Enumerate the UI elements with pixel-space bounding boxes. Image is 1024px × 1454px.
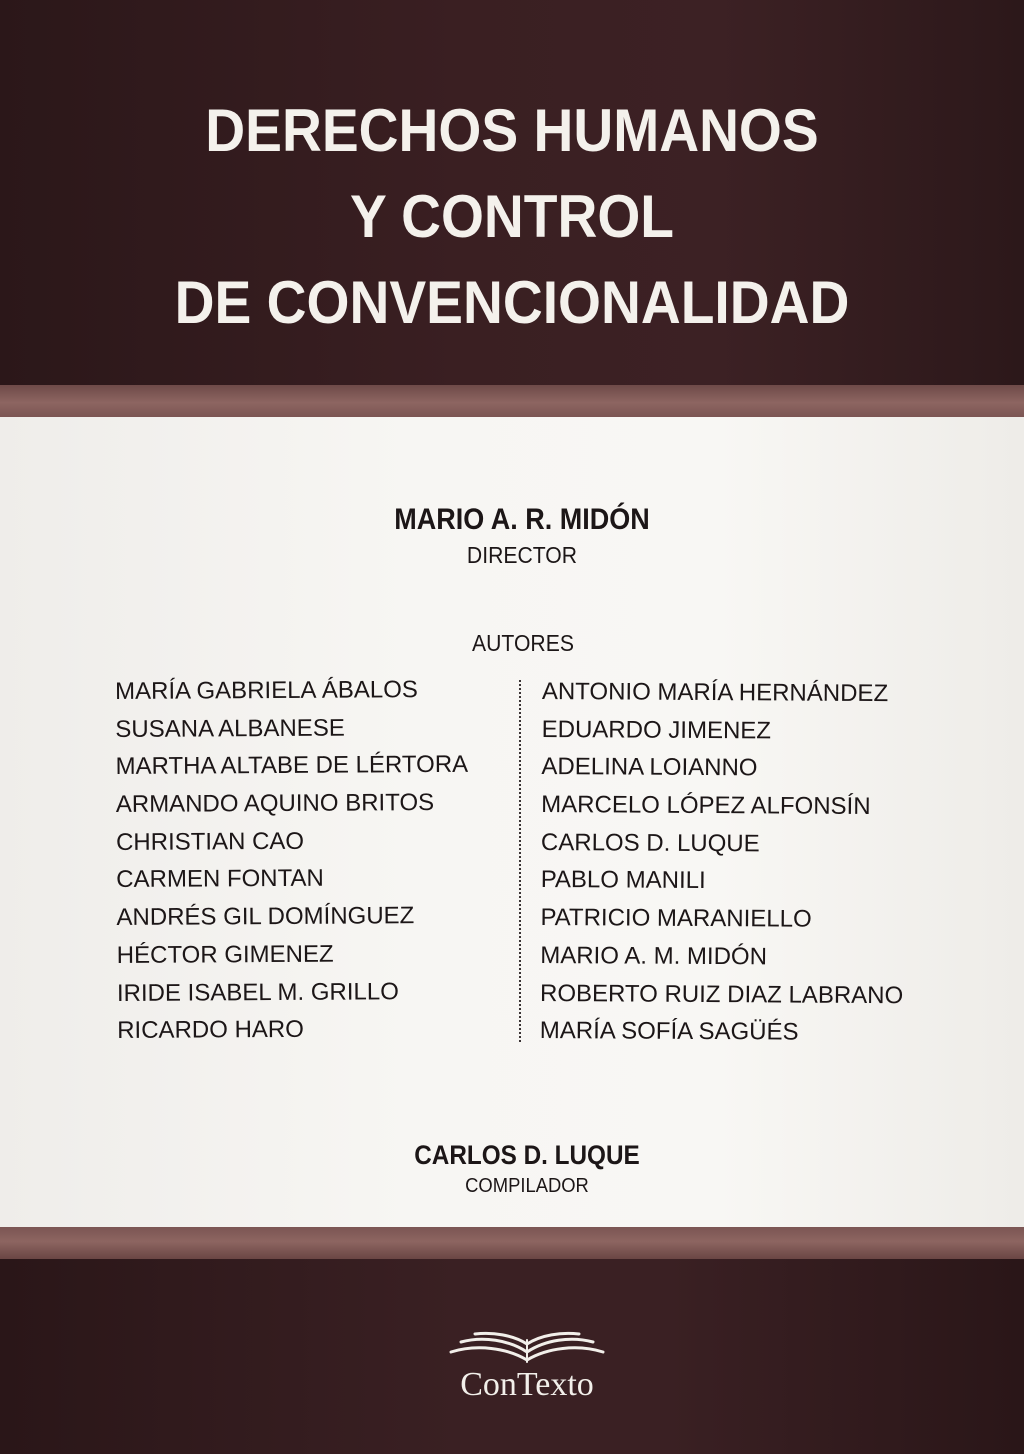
author-item: SUSANA ALBANESE [115, 714, 345, 743]
author-item: MARTHA ALTABE DE LÉRTORA [115, 751, 469, 781]
compiler-role: COMPILADOR [465, 1175, 589, 1197]
author-item: PABLO MANILI [540, 866, 706, 895]
author-item: ARMANDO AQUINO BRITOS [115, 789, 435, 819]
title-line-1: DERECHOS HUMANOS [205, 97, 819, 164]
author-item: ROBERTO RUIZ DIAZ LABRANO [539, 979, 904, 1009]
authors-heading: AUTORES [472, 630, 574, 656]
title-line-2: Y CONTROL [349, 183, 675, 250]
author-item: MARCELO LÓPEZ ALFONSÍN [541, 791, 871, 821]
author-item: ANTONIO MARÍA HERNÁNDEZ [541, 677, 889, 708]
authors-list-left [115, 671, 470, 1050]
author-item: CARMEN FONTAN [116, 865, 324, 894]
author-item: ADELINA LOIANNO [541, 753, 758, 782]
publisher-logo [442, 1330, 612, 1410]
author-item: MARIO A. M. MIDÓN [540, 941, 768, 971]
title-line-3: DE CONVENCIONALIDAD [174, 269, 850, 336]
author-item: IRIDE ISABEL M. GRILLO [116, 977, 399, 1007]
dotted-column-divider [519, 680, 521, 1042]
authors-list-right [540, 673, 905, 1052]
director-name: MARIO A. R. MIDÓN [394, 503, 650, 536]
book-title [41, 88, 983, 346]
author-item: ANDRÉS GIL DOMÍNGUEZ [116, 902, 415, 932]
bottom-accent-stripe [0, 1227, 1024, 1259]
author-item: CHRISTIAN CAO [115, 827, 305, 856]
author-item: MARÍA SOFÍA SAGÜÉS [539, 1017, 799, 1046]
author-item: PATRICIO MARANIELLO [540, 904, 812, 933]
author-item: CARLOS D. LUQUE [540, 828, 760, 858]
publisher-name: ConTexto [460, 1366, 594, 1403]
top-accent-stripe [0, 385, 1024, 417]
author-item: EDUARDO JIMENEZ [541, 715, 772, 745]
author-item: HÉCTOR GIMENEZ [116, 940, 334, 969]
open-book-icon [447, 1330, 607, 1364]
author-item: RICARDO HARO [117, 1016, 304, 1045]
director-role: DIRECTOR [466, 542, 578, 568]
author-item: MARÍA GABRIELA ÁBALOS [115, 676, 418, 705]
compiler-name: CARLOS D. LUQUE [414, 1140, 640, 1170]
